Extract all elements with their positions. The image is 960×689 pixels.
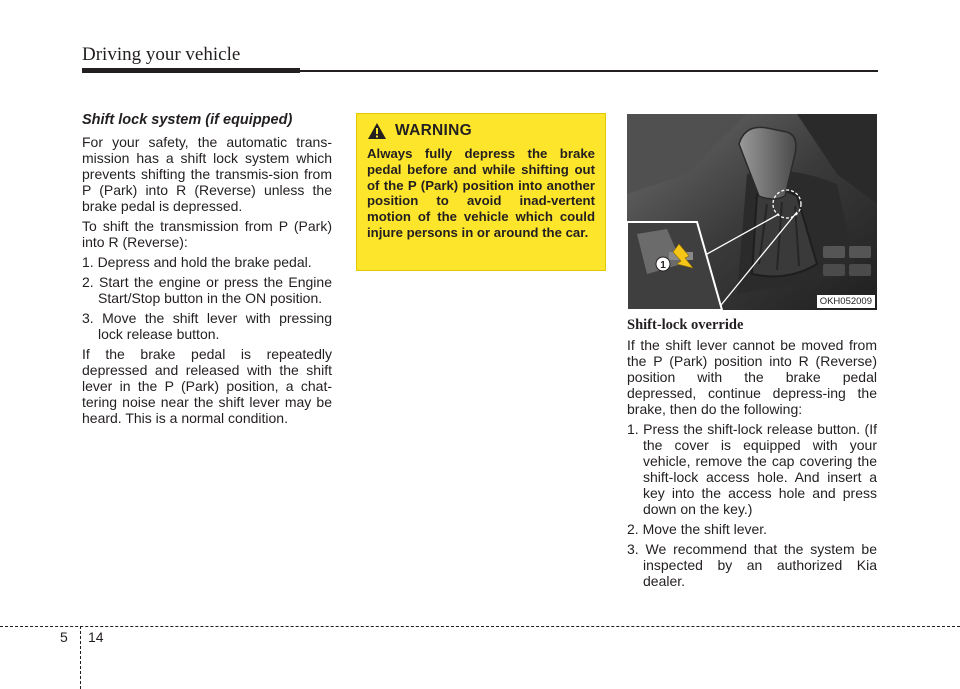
chapter-number: 5: [60, 629, 68, 645]
override-heading: Shift-lock override: [627, 317, 744, 333]
shift-lever-photo: [627, 114, 877, 310]
list-item: 3. We recommend that the system be inspected by an authorized Kia dealer.: [627, 541, 877, 589]
override-intro: If the shift lever cannot be moved from the P (Park) position into R (Reverse) position with the brake pedal depressed, continue depress-ing the brake, then do the following:: [627, 337, 877, 417]
page-number: 14: [88, 629, 104, 645]
list-item: 1. Depress and hold the brake pedal.: [82, 254, 312, 270]
warning-title: WARNING: [395, 122, 473, 139]
list-item: 3. Move the shift lever with pressing lock release button.: [82, 310, 332, 342]
shift-lock-lead: To shift the transmission from P (Park) into R (Reverse):: [82, 218, 332, 250]
section-title: Driving your vehicle: [82, 44, 241, 65]
figure-code: OKH052009: [817, 295, 875, 308]
shift-lock-heading: Shift lock system (if equipped): [82, 112, 293, 128]
shift-lock-intro: For your safety, the automatic trans-mission has a shift lock system which prevents shifting the transmis-sion from P (Park) into R (Reverse) unless the brake pedal is depressed.: [82, 134, 332, 214]
warning-text: Always fully depress the brake pedal before and while shifting out of the P (Park) position into another position to avoid inad-vertent motion of the vehicle which could injure persons in or around the car.: [367, 146, 595, 240]
header-bar: [82, 68, 300, 73]
shift-lever-illustration: [627, 114, 877, 310]
header-rule: [300, 70, 878, 72]
shift-lock-note: If the brake pedal is repeatedly depressed and released with the shift lever in the P (Park) position, a chat-tering noise near the shift lever may be heard. This is a normal condition.: [82, 346, 332, 426]
callout-number: 1: [660, 260, 666, 271]
footer-divider: [80, 626, 81, 689]
warning-box: [356, 113, 606, 271]
list-item: 1. Press the shift-lock release button. (If the cover is equipped with your vehicle, remove the cap covering the shift-lock access hole. And insert a key into the access hole and press down on the key.): [627, 421, 877, 517]
right-column: [627, 317, 877, 593]
warning-icon: [367, 122, 387, 140]
list-item: 2. Start the engine or press the Engine Start/Stop button in the ON position.: [82, 274, 332, 306]
footer-rule: [0, 626, 960, 627]
list-item: 2. Move the shift lever.: [627, 521, 768, 537]
left-column: [82, 112, 332, 430]
